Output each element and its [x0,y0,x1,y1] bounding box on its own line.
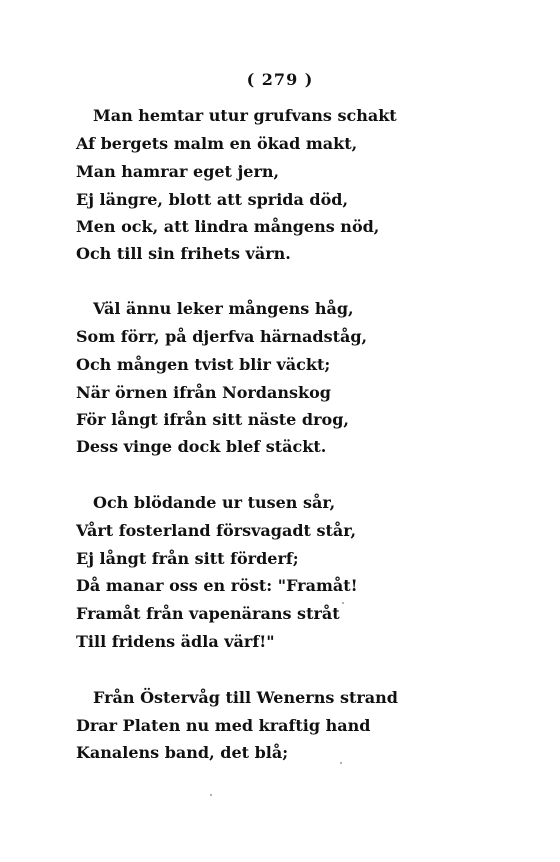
poem-line: Och blödande ur tusen sår, [93,493,336,512]
poem-line: Framåt från vapenärans stråt [76,604,340,623]
poem-line: Dess vinge dock blef stäckt. [76,437,327,456]
poem-line: När örnen ifrån Nordanskog [76,383,331,402]
poem-line: Kanalens band, det blå; [76,743,289,762]
print-speck [340,762,342,764]
poem-line: Ej längre, blott att sprida död, [76,190,349,209]
poem-line: Då manar oss en röst: "Framåt! [76,576,358,595]
poem-line: För långt ifrån sitt näste drog, [76,410,349,429]
poem-line: Ej långt från sitt förderf; [76,549,299,568]
print-speck [210,794,212,796]
poem-line: Man hemtar utur grufvans schakt [93,106,397,125]
page-number: ( 279 ) [246,70,314,89]
poem-line: Från Östervåg till Wenerns strand [93,688,398,707]
poem-line: Till fridens ädla värf!" [76,632,275,651]
poem-line: Och mången tvist blir väckt; [76,355,331,374]
poem-line: Man hamrar eget jern, [76,162,280,181]
poem-line: Och till sin frihets värn. [76,244,291,263]
poem-line: Vårt fosterland försvagadt står, [76,521,357,540]
poem-line: Men ock, att lindra mångens nöd, [76,217,380,236]
poem-line: Af bergets malm en ökad makt, [76,134,358,153]
poem-line: Väl ännu leker mångens håg, [93,299,354,318]
print-speck [342,602,344,604]
poem-line: Som förr, på djerfva härnadståg, [76,327,368,346]
poem-line: Drar Platen nu med kraftig hand [76,716,371,735]
